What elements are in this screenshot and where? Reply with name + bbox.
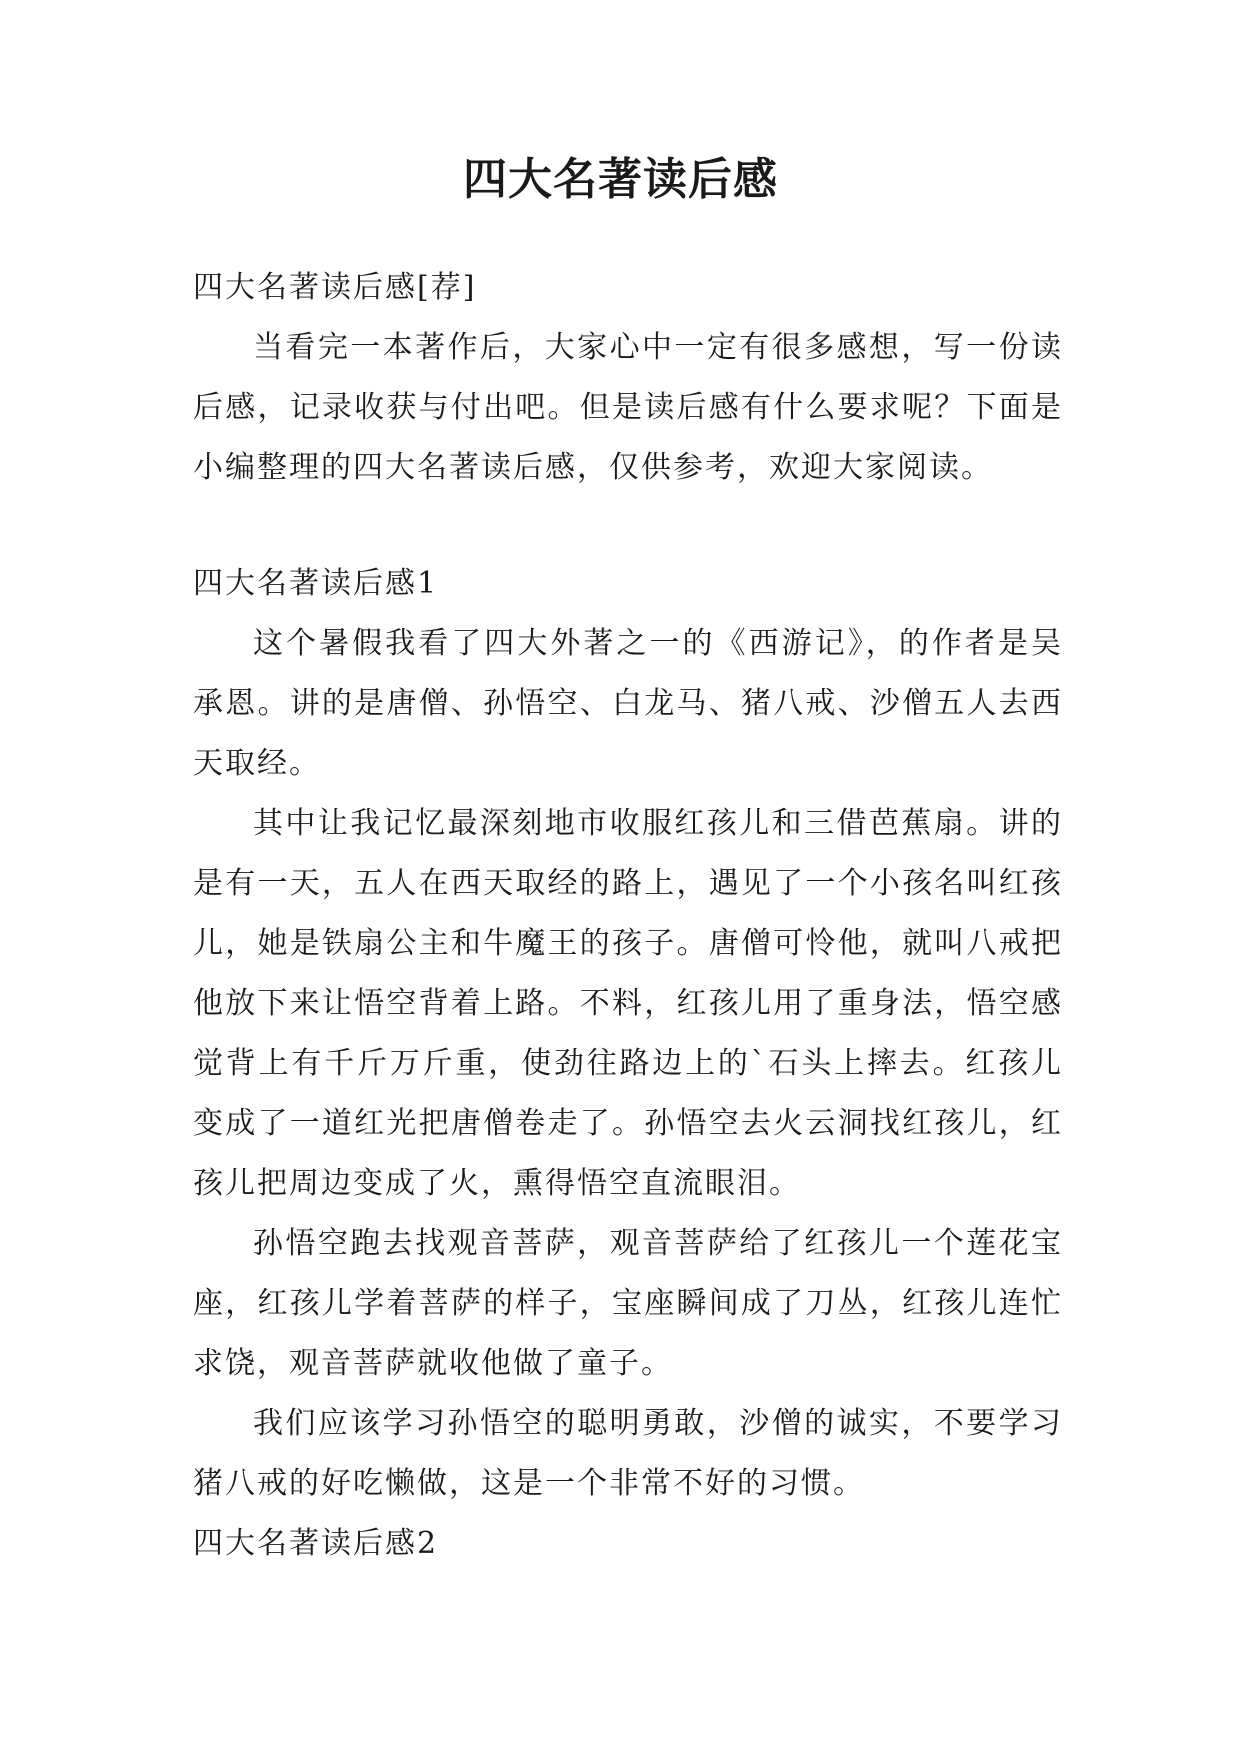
subtitle: 四大名著读后感[荐] (193, 270, 477, 305)
section-spacer (193, 498, 1063, 554)
document-title: 四大名著读后感 (463, 154, 778, 205)
paragraph: 其中让我记忆最深刻地市收服红孩儿和三借芭蕉扇。讲的是有一天，五人在西天取经的路上，遇见了一个小孩名叫红孩儿，她是铁扇公主和牛魔王的孩子。唐僧可怜他，就叫八戒把他放下来让悟空背着上路。不料，红孩儿用了重身法，悟空感觉背上有千斤万斤重，使劲往路边上的`石头上摔去。红孩儿变成了一道红光把唐僧卷走了。孙悟空去火云洞找红孩儿，红孩儿把周边变成了火，熏得悟空直流眼泪。 (193, 806, 1063, 1201)
paragraph: 我们应该学习孙悟空的聪明勇敢，沙僧的诚实，不要学习猪八戒的好吃懒做，这是一个非常不好的习惯。 (193, 1406, 1063, 1501)
paragraph: 这个暑假我看了四大外著之一的《西游记》，的作者是吴承恩。讲的是唐僧、孙悟空、白龙马、猪八戒、沙僧五人去西天取经。 (193, 626, 1063, 781)
section-heading-2: 四大名著读后感2 (193, 1526, 439, 1561)
intro-paragraph: 当看完一本著作后，大家心中一定有很多感想，写一份读后感，记录收获与付出吧。但是读后感有什么要求呢？下面是小编整理的四大名著读后感，仅供参考，欢迎大家阅读。 (193, 330, 1063, 485)
document-body (193, 258, 1063, 1574)
paragraph: 孙悟空跑去找观音菩萨，观音菩萨给了红孩儿一个莲花宝座，红孩儿学着菩萨的样子，宝座瞬间成了刀丛，红孩儿连忙求饶，观音菩萨就收他做了童子。 (193, 1226, 1063, 1381)
section-heading-1: 四大名著读后感1 (193, 566, 439, 601)
